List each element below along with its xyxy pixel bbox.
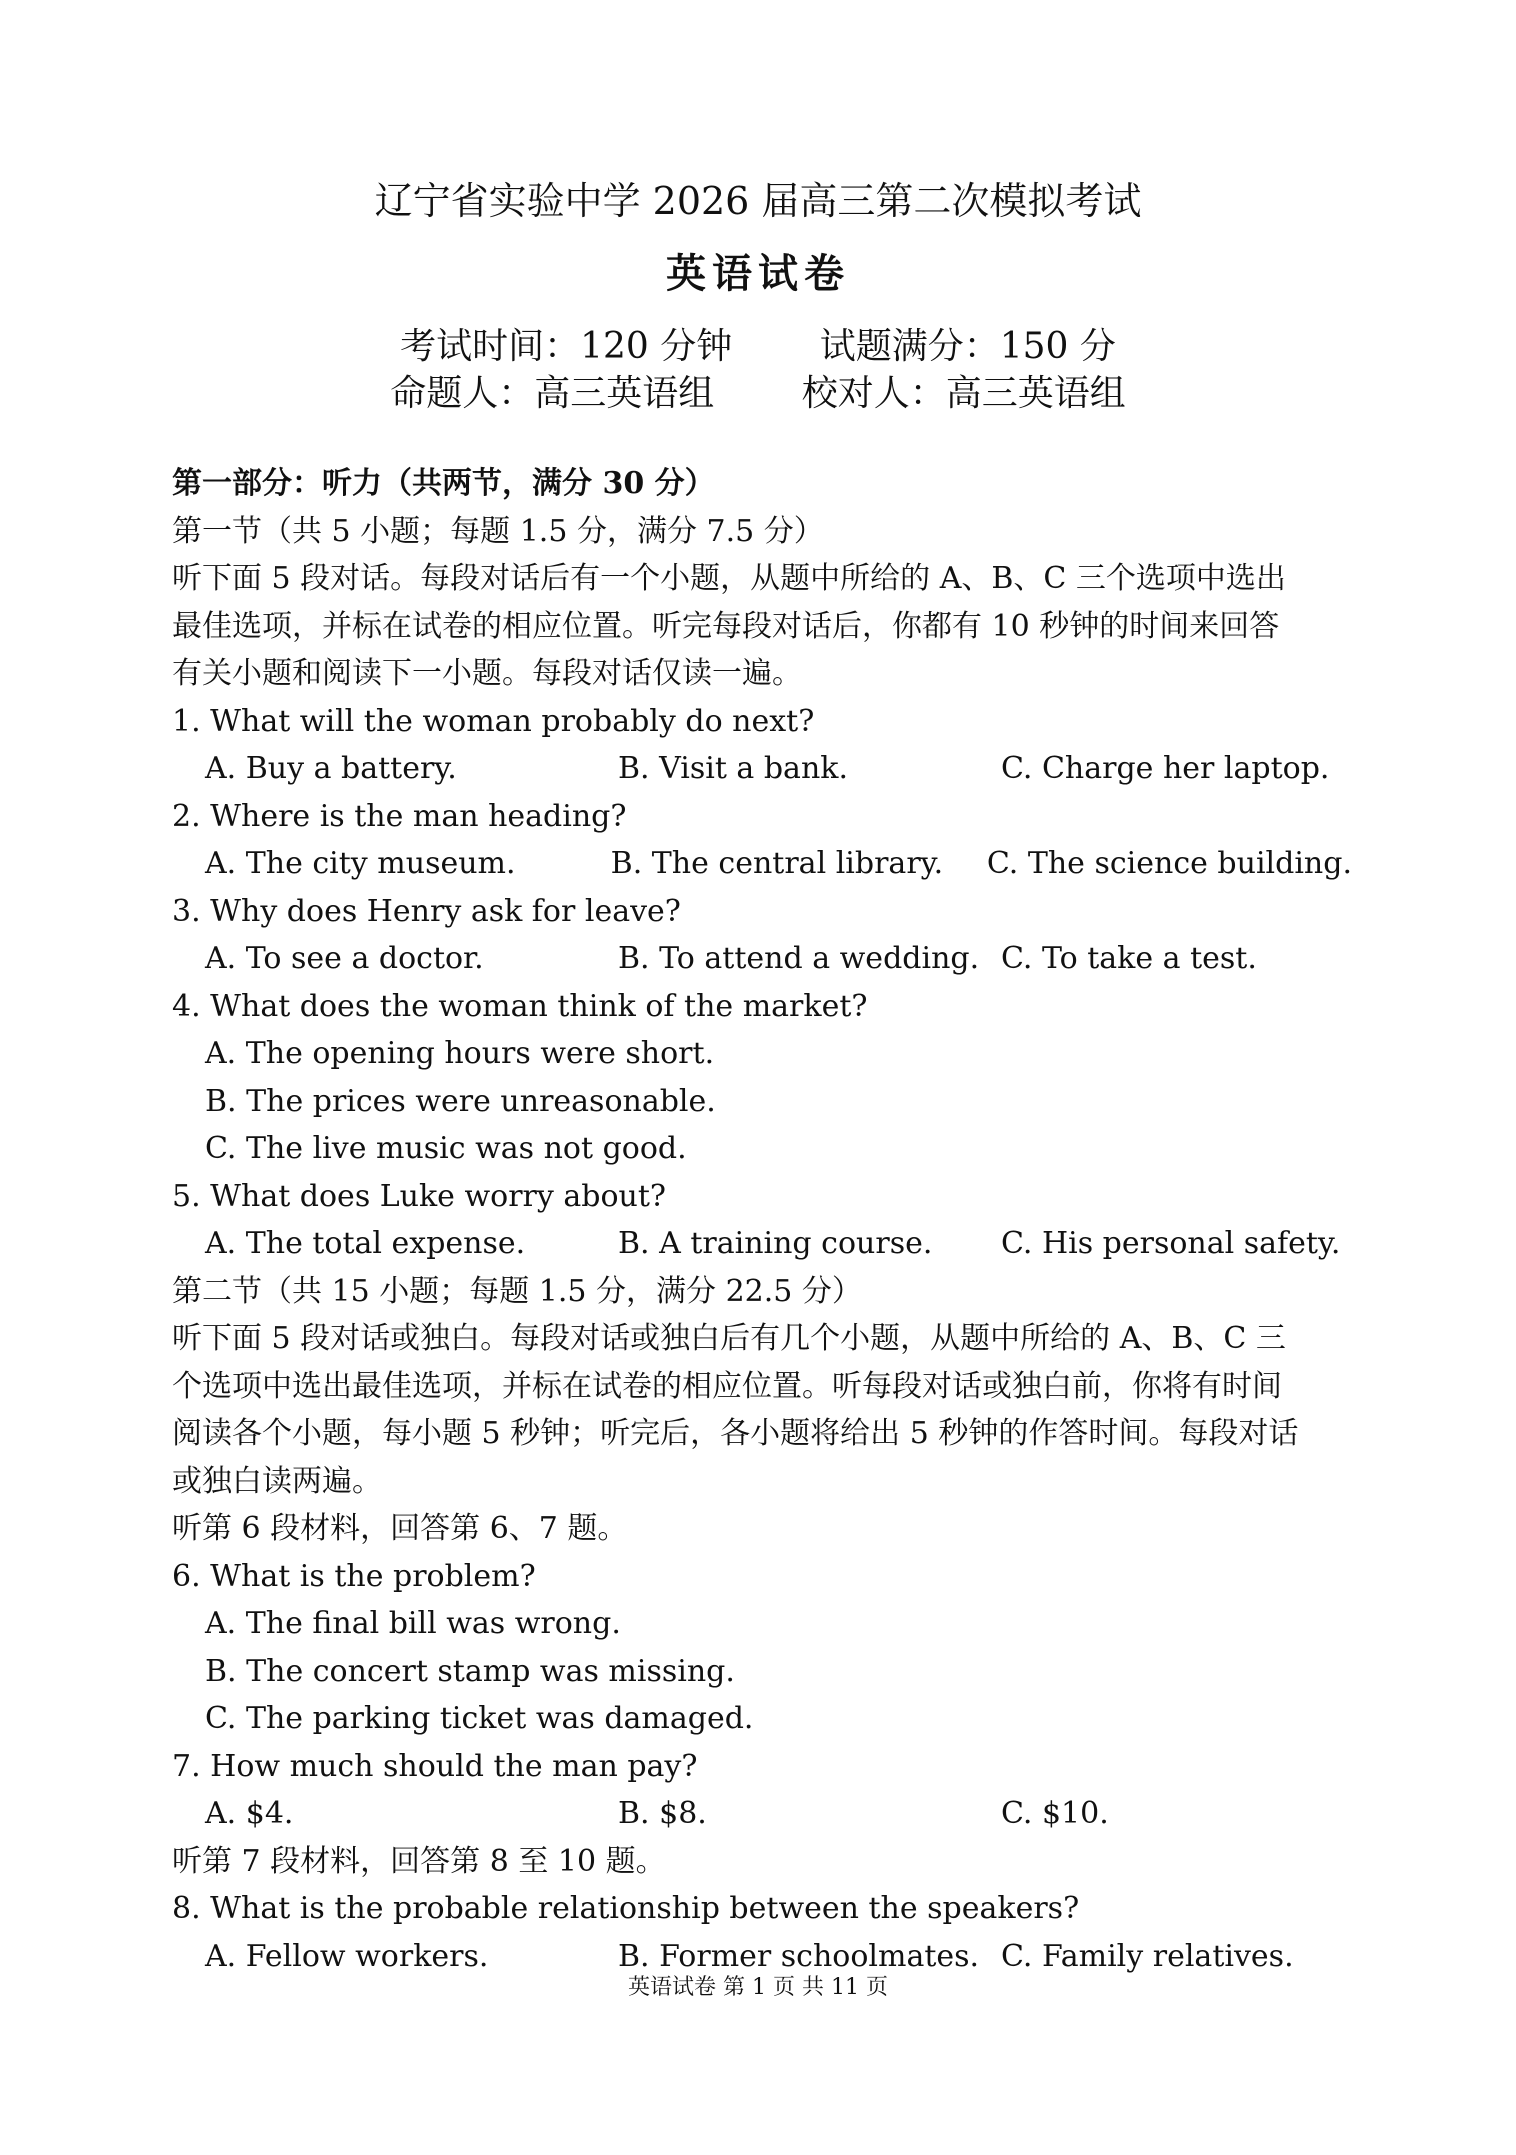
question-7: 7. How much should the man pay? [172,1748,698,1784]
option-c: C. The live music was not good. [205,1131,687,1166]
question-3-options [172,935,1352,983]
option-b: B. The concert stamp was missing. [205,1653,735,1689]
section2-instruction-line: 或独白读两遍。 [172,1463,382,1499]
option-c: C. To take a test. [1001,941,1257,976]
section1-instruction-line: 有关小题和阅读下一小题。每段对话仅读一遍。 [172,656,802,691]
option-c: C. The science building. [986,846,1352,881]
option-a: A. The opening hours were short. [205,1036,715,1071]
option-c: C. The parking ticket was damaged. [205,1701,754,1736]
part1-heading: 第一部分：听力（共两节，满分 30 分） [172,466,715,501]
question-2-options [172,840,1352,888]
section2-instruction-line: 听下面 5 段对话或独白。每段对话或独白后有几个小题，从题中所给的 A、B、C 三 [172,1321,1286,1356]
exam-title: 辽宁省实验中学 2026 届高三第二次模拟考试 [374,179,1142,223]
option-b: B. The prices were unreasonable. [205,1083,716,1119]
question-8: 8. What is the probable relationship between the speakers? [172,1891,1080,1926]
question-1: 1. What will the woman probably do next? [172,703,815,739]
option-a: A. The final bill was wrong. [205,1606,621,1641]
section1-heading: 第一节（共 5 小题；每题 1.5 分，满分 7.5 分） [172,513,824,549]
material-6-note: 听第 6 段材料，回答第 6、7 题。 [172,1511,628,1546]
proofreader: 校对人：高三英语组 [801,373,1126,414]
option-c: C. His personal safety. [1001,1226,1341,1261]
question-2: 2. Where is the man heading? [172,798,627,834]
question-4: 4. What does the woman think of the market? [172,988,868,1024]
option-c: C. Charge her laptop. [1001,751,1330,786]
section2-heading: 第二节（共 15 小题；每题 1.5 分，满分 22.5 分） [172,1273,862,1309]
exam-info-row-2 [0,365,1516,416]
question-1-options [172,745,1352,793]
section1-instruction-line: 听下面 5 段对话。每段对话后有一个小题，从题中所给的 A、B、C 三个选项中选出 [172,561,1286,596]
option-a: A. $4. [205,1796,294,1831]
question-6: 6. What is the problem? [172,1558,536,1594]
option-a: A. The total expense. [205,1226,526,1261]
option-a: A. Buy a battery. [205,751,457,786]
question-7-options [172,1790,1352,1838]
section2-instruction-line: 个选项中选出最佳选项，并标在试卷的相应位置。听每段对话或独白前，你将有时间 [172,1368,1282,1404]
option-c: C. Family relatives. [1001,1938,1294,1974]
section1-instruction-line: 最佳选项，并标在试卷的相应位置。听完每段对话后，你都有 10 秒钟的时间来回答 [172,608,1280,644]
option-b: B. A training course. [618,1226,933,1261]
full-score: 试题满分：150 分 [819,326,1116,367]
option-c: C. $10. [1001,1796,1109,1831]
option-a: A. To see a doctor. [205,941,484,976]
exam-content [172,460,1352,1980]
exam-subtitle: 英语试卷 [666,250,850,297]
option-a: A. The city museum. [205,846,516,881]
material-7-note: 听第 7 段材料，回答第 8 至 10 题。 [172,1843,666,1879]
option-b: B. Visit a bank. [618,751,848,786]
question-5: 5. What does Luke worry about? [172,1178,666,1214]
exam-time: 考试时间：120 分钟 [400,326,733,367]
option-a: A. Fellow workers. [205,1938,489,1974]
question-3: 3. Why does Henry ask for leave? [172,893,681,929]
setter: 命题人：高三英语组 [390,373,715,414]
option-b: B. Former schoolmates. [618,1938,980,1974]
section2-instruction-line: 阅读各个小题，每小题 5 秒钟；听完后，各小题将给出 5 秒钟的作答时间。每段对话 [172,1416,1299,1451]
exam-info-row-1 [0,318,1516,369]
option-b: B. To attend a wedding. [618,941,980,976]
option-b: B. $8. [618,1796,707,1831]
page-footer: 英语试卷 第 1 页 共 11 页 [628,1975,888,2000]
option-b: B. The central library. [610,846,944,881]
question-5-options [172,1220,1352,1268]
